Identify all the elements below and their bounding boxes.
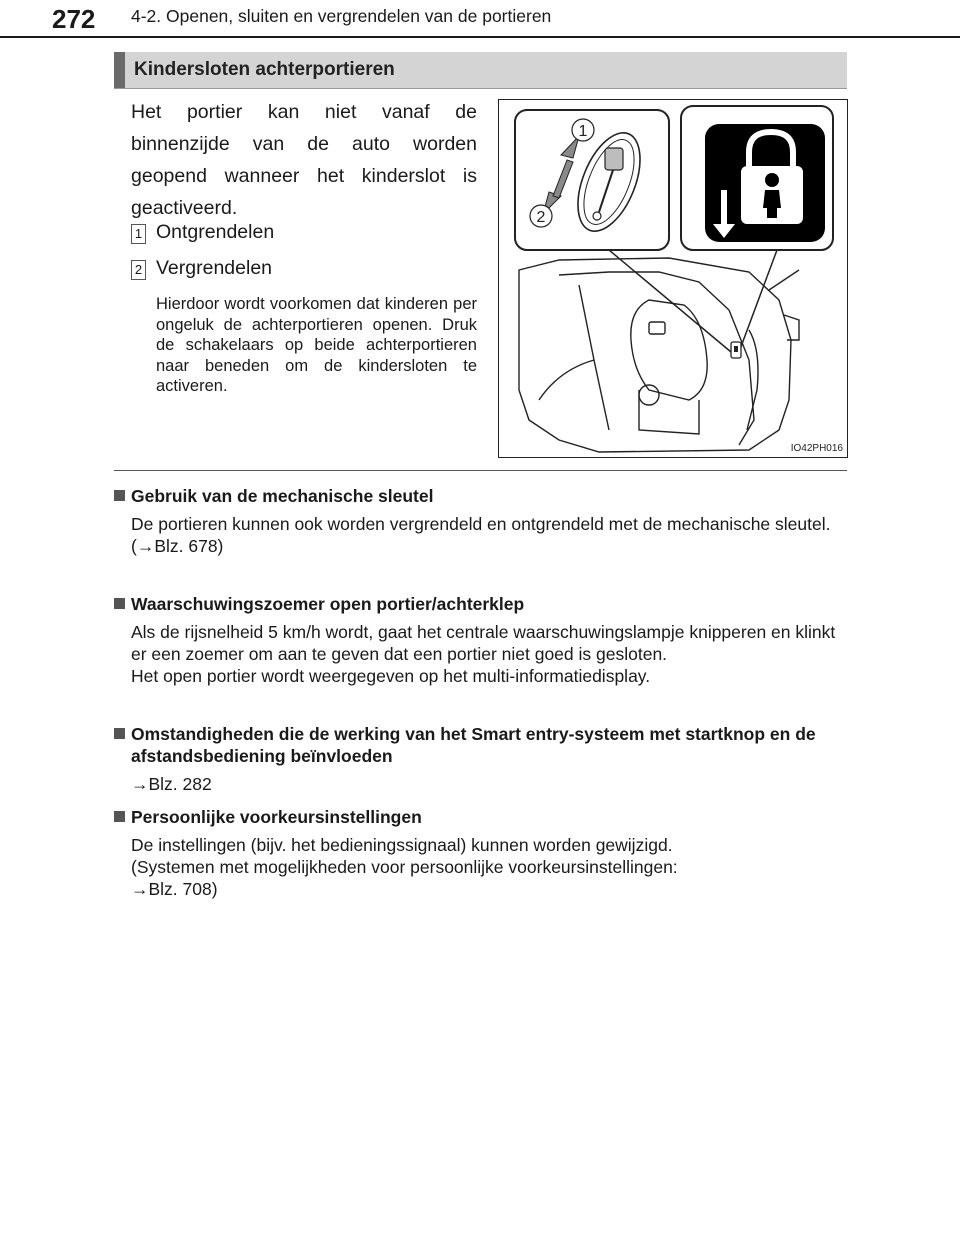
info-body <box>131 513 854 557</box>
intro-text: Het portier kan niet vanaf de binnenzijde van de auto worden geopend wanneer het kinderslot is geactiveerd. <box>131 101 477 219</box>
info-line: De instellingen (bijv. het bedieningssignaal) kunnen worden gewijzigd. <box>131 835 673 855</box>
info-heading-text: Gebruik van de mechanische sleutel <box>131 486 434 506</box>
bullet-square-icon <box>114 728 125 739</box>
info-heading-text: Omstandigheden die de werking van het Smart entry-systeem met startknop en de afstandsbediening beïnvloeden <box>131 724 816 766</box>
bullet-square-icon <box>114 598 125 609</box>
info-block <box>114 806 854 900</box>
note-text: Hierdoor wordt voorkomen dat kinderen per ongeluk de achterportieren openen. Druk de schakelaars op beide achterportieren naar beneden om de kindersloten te activeren. <box>156 295 477 395</box>
info-line: (Systemen met mogelijkheden voor persoonlijke voorkeursinstellingen: <box>131 857 678 877</box>
child-lock-symbol-inset <box>681 106 833 250</box>
section-title-bar <box>114 52 847 89</box>
door-illustration <box>499 100 847 457</box>
item-label: Ontgrendelen <box>156 221 275 243</box>
info-block <box>114 485 854 557</box>
info-body <box>131 773 854 795</box>
page-number: 272 <box>52 4 96 34</box>
callout-1 <box>572 119 594 141</box>
car-body <box>519 258 799 452</box>
bullet-square-icon <box>114 811 125 822</box>
bullet-square-icon <box>114 490 125 501</box>
item-number: 2 <box>131 260 146 280</box>
info-heading <box>114 593 854 615</box>
child-lock-illustration <box>498 99 848 458</box>
info-line: →Blz. 708) <box>131 879 218 899</box>
item-label: Vergrendelen <box>156 257 273 279</box>
info-block <box>114 593 854 687</box>
callout-2 <box>530 205 552 227</box>
info-line: De portieren kunnen ook worden vergrendeld en ontgrendeld met de mechanische sleutel. <box>131 514 831 534</box>
section-title: Kindersloten achterportieren <box>134 59 395 80</box>
section-divider <box>114 470 847 471</box>
child-icon <box>765 173 779 187</box>
info-heading-text: Waarschuwingszoemer open portier/achterklep <box>131 594 525 614</box>
info-heading <box>114 723 854 767</box>
info-body <box>131 621 854 687</box>
info-heading <box>114 485 854 507</box>
info-body <box>131 834 854 900</box>
info-line: Het open portier wordt weergegeven op het multi-informatiedisplay. <box>131 666 651 686</box>
callout-2-label: 2 <box>536 209 546 226</box>
door-edge-switch <box>731 342 741 358</box>
item-number: 1 <box>131 224 146 244</box>
info-line: Als de rijsnelheid 5 km/h wordt, gaat het centrale waarschuwingslampje knipperen en klinkt er een zoemer om aan te geven dat een portier niet goed is gesloten. <box>131 622 836 664</box>
callout-1-label: 1 <box>578 123 588 140</box>
info-block <box>114 723 854 795</box>
figure-code: IO42PH016 <box>790 443 843 454</box>
info-line: (→Blz. 678) <box>131 536 224 556</box>
info-heading-text: Persoonlijke voorkeursinstellingen <box>131 807 422 827</box>
header-rule <box>0 36 960 38</box>
section-tab <box>114 52 125 88</box>
info-line: →Blz. 282 <box>131 774 212 794</box>
info-heading <box>114 806 854 828</box>
running-title: 4-2. Openen, sluiten en vergrendelen van de portieren <box>131 6 552 26</box>
